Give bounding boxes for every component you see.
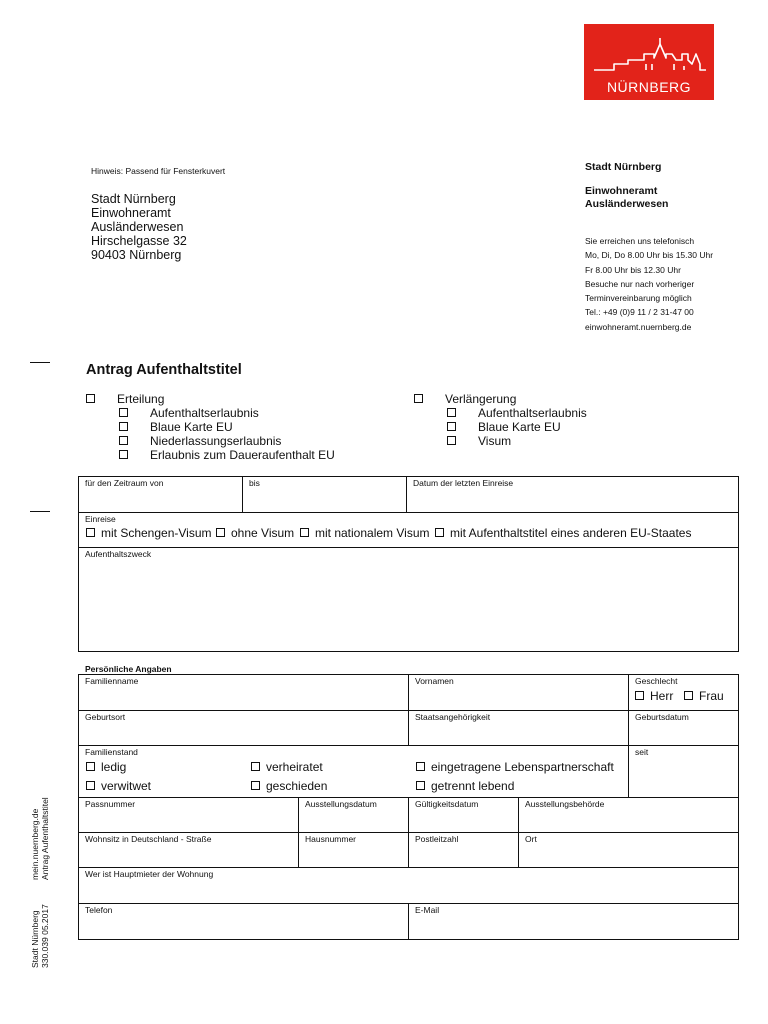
field-label: Vornamen bbox=[415, 676, 454, 686]
option-label: eingetragene Lebenspartnerschaft bbox=[431, 760, 614, 774]
zeitraum-von-field[interactable] bbox=[79, 477, 243, 513]
field-label: Wohnsitz in Deutschland - Straße bbox=[85, 834, 212, 844]
checkbox[interactable] bbox=[251, 762, 260, 771]
checkbox[interactable] bbox=[119, 422, 128, 431]
familienstand-option[interactable] bbox=[416, 779, 514, 793]
recipient-address bbox=[91, 192, 187, 262]
verlaengerung-suboption[interactable] bbox=[447, 406, 587, 420]
field-label: Staatsangehörigkeit bbox=[415, 712, 491, 722]
familienstand-option[interactable] bbox=[416, 760, 614, 774]
option-label: Niederlassungserlaubnis bbox=[150, 434, 282, 448]
familienstand-field bbox=[79, 746, 629, 798]
checkbox[interactable] bbox=[251, 781, 260, 790]
vornamen-field[interactable] bbox=[409, 675, 629, 711]
city-logo bbox=[584, 24, 714, 100]
contact-line: einwohneramt.nuernberg.de bbox=[585, 321, 692, 332]
recipient-line: Ausländerwesen bbox=[91, 220, 184, 234]
contact-line: Besuche nur nach vorheriger bbox=[585, 278, 695, 289]
erteilung-checkbox[interactable] bbox=[86, 394, 95, 403]
geburtsdatum-field[interactable] bbox=[629, 711, 738, 746]
verlaengerung-option[interactable] bbox=[414, 392, 516, 406]
option-label: Blaue Karte EU bbox=[478, 420, 561, 434]
checkbox[interactable] bbox=[86, 781, 95, 790]
postleitzahl-field[interactable] bbox=[409, 833, 519, 868]
einreise-field bbox=[79, 513, 738, 548]
checkbox[interactable] bbox=[416, 781, 425, 790]
option-label: verwitwet bbox=[101, 779, 152, 793]
aufenthaltszweck-field[interactable] bbox=[79, 548, 738, 651]
checkbox[interactable] bbox=[447, 422, 456, 431]
field-label: Datum der letzten Einreise bbox=[413, 478, 514, 488]
field-label: Geburtsort bbox=[85, 712, 126, 722]
side-line: mein.nuernberg.de bbox=[30, 808, 40, 880]
contact-line: Terminvereinbarung möglich bbox=[585, 293, 692, 304]
option-label: Aufenthaltserlaubnis bbox=[478, 406, 587, 420]
field-label: Passnummer bbox=[85, 799, 136, 809]
contact-line: Mo, Di, Do 8.00 Uhr bis 15.30 Uhr bbox=[585, 250, 714, 261]
logo-wordmark: NÜRNBERG bbox=[606, 79, 692, 95]
field-label: seit bbox=[635, 747, 649, 757]
gender-herr[interactable] bbox=[635, 689, 673, 703]
window-envelope-hint: Hinweis: Passend für Fensterkuvert bbox=[91, 166, 226, 176]
ausstellungsdatum-field[interactable] bbox=[299, 798, 409, 833]
fold-mark bbox=[30, 362, 50, 363]
field-label: Wer ist Hauptmieter der Wohnung bbox=[85, 869, 214, 879]
section-heading: Persönliche Angaben bbox=[85, 664, 172, 674]
recipient-line: Hirschelgasse 32 bbox=[91, 234, 187, 248]
verlaengerung-suboption[interactable] bbox=[447, 434, 511, 448]
sender-dept-line: Einwohneramt bbox=[585, 185, 658, 197]
option-label: mit Schengen-Visum bbox=[101, 526, 212, 540]
option-label: Aufenthaltserlaubnis bbox=[150, 406, 259, 420]
wohnsitz-strasse-field[interactable] bbox=[79, 833, 299, 868]
erteilung-suboption[interactable] bbox=[119, 448, 335, 462]
field-label: Ort bbox=[525, 834, 537, 844]
gueltigkeitsdatum-field[interactable] bbox=[409, 798, 519, 833]
familienstand-option[interactable] bbox=[251, 760, 323, 774]
recipient-line: Stadt Nürnberg bbox=[91, 192, 176, 206]
erteilung-suboption[interactable] bbox=[119, 434, 281, 448]
field-label: Familienname bbox=[85, 676, 139, 686]
letzte-einreise-field[interactable] bbox=[407, 477, 738, 513]
option-label: geschieden bbox=[266, 779, 328, 793]
einreise-option[interactable] bbox=[86, 526, 212, 540]
einreise-option[interactable] bbox=[300, 526, 430, 540]
checkbox[interactable] bbox=[119, 436, 128, 445]
checkbox[interactable] bbox=[684, 691, 693, 700]
hauptmieter-field[interactable] bbox=[79, 868, 738, 904]
field-label: Aufenthaltszweck bbox=[85, 549, 152, 559]
option-label: verheiratet bbox=[266, 760, 323, 774]
field-label: Postleitzahl bbox=[415, 834, 459, 844]
familienstand-option[interactable] bbox=[251, 779, 327, 793]
field-label: Ausstellungsdatum bbox=[305, 799, 377, 809]
checkbox[interactable] bbox=[86, 528, 95, 537]
geburtsort-field[interactable] bbox=[79, 711, 409, 746]
hausnummer-field[interactable] bbox=[299, 833, 409, 868]
recipient-line: 90403 Nürnberg bbox=[91, 248, 182, 262]
sender-dept bbox=[585, 185, 668, 211]
checkbox[interactable] bbox=[416, 762, 425, 771]
checkbox[interactable] bbox=[435, 528, 444, 537]
side-line: Stadt Nürnberg bbox=[30, 910, 40, 968]
bis-field[interactable] bbox=[243, 477, 407, 513]
telefon-field[interactable] bbox=[79, 904, 409, 939]
checkbox[interactable] bbox=[216, 528, 225, 537]
ort-field[interactable] bbox=[519, 833, 738, 868]
contact-line: Fr 8.00 Uhr bis 12.30 Uhr bbox=[585, 264, 681, 275]
checkbox[interactable] bbox=[447, 408, 456, 417]
einreise-option[interactable] bbox=[216, 526, 294, 540]
field-label: Ausstellungsbehörde bbox=[525, 799, 605, 809]
field-label: Geschlecht bbox=[635, 676, 678, 686]
stay-period-table bbox=[78, 476, 739, 652]
seit-field[interactable] bbox=[629, 746, 738, 798]
erteilung-suboption[interactable] bbox=[119, 406, 259, 420]
checkbox[interactable] bbox=[86, 762, 95, 771]
field-label: Gültigkeitsdatum bbox=[415, 799, 479, 809]
side-line: 330.039 05.2017 bbox=[40, 904, 50, 968]
option-label: mit nationalem Visum bbox=[315, 526, 430, 540]
checkbox[interactable] bbox=[635, 691, 644, 700]
fold-mark bbox=[30, 511, 50, 512]
option-label: getrennt lebend bbox=[431, 779, 515, 793]
einreise-option[interactable] bbox=[435, 526, 691, 540]
checkbox[interactable] bbox=[119, 450, 128, 459]
verlaengerung-suboption[interactable] bbox=[447, 420, 561, 434]
side-note-form-id bbox=[30, 904, 50, 968]
field-label: Geburtsdatum bbox=[635, 712, 689, 722]
passnummer-field[interactable] bbox=[79, 798, 299, 833]
checkbox[interactable] bbox=[119, 408, 128, 417]
contact-line: Tel.: +49 (0)9 11 / 2 31-47 00 bbox=[585, 307, 694, 318]
familienstand-option[interactable] bbox=[86, 760, 126, 774]
recipient-line: Einwohneramt bbox=[91, 206, 171, 220]
field-label: Telefon bbox=[85, 905, 113, 915]
verlaengerung-label: Verlängerung bbox=[445, 392, 517, 406]
side-line: Antrag Aufenthaltstitel bbox=[40, 797, 50, 880]
checkbox[interactable] bbox=[300, 528, 309, 537]
contact-info bbox=[585, 234, 713, 334]
contact-line: Sie erreichen uns telefonisch bbox=[585, 236, 695, 246]
form-title: Antrag Aufenthaltstitel bbox=[86, 362, 242, 378]
familienstand-option[interactable] bbox=[86, 779, 151, 793]
gender-frau[interactable] bbox=[684, 689, 724, 703]
option-label: Frau bbox=[699, 689, 724, 703]
field-label: für den Zeitraum von bbox=[85, 478, 164, 488]
email-field[interactable] bbox=[409, 904, 738, 939]
option-label: Erlaubnis zum Daueraufenthalt EU bbox=[150, 448, 335, 462]
staatsangehoerigkeit-field[interactable] bbox=[409, 711, 629, 746]
personal-data-table bbox=[78, 674, 739, 940]
geschlecht-field bbox=[629, 675, 738, 711]
side-note-web bbox=[30, 797, 50, 880]
familienname-field[interactable] bbox=[79, 675, 409, 711]
option-label: Blaue Karte EU bbox=[150, 420, 233, 434]
field-label: bis bbox=[249, 478, 260, 488]
option-label: Herr bbox=[650, 689, 674, 703]
option-label: ohne Visum bbox=[231, 526, 295, 540]
option-label: mit Aufenthaltstitel eines anderen EU-Staates bbox=[450, 526, 692, 540]
field-label: Familienstand bbox=[85, 747, 138, 757]
verlaengerung-checkbox[interactable] bbox=[414, 394, 423, 403]
erteilung-suboption[interactable] bbox=[119, 420, 233, 434]
field-label: E-Mail bbox=[415, 905, 440, 915]
checkbox[interactable] bbox=[447, 436, 456, 445]
ausstellungsbehoerde-field[interactable] bbox=[519, 798, 738, 833]
erteilung-label: Erteilung bbox=[117, 392, 165, 406]
field-label: Hausnummer bbox=[305, 834, 357, 844]
sender-dept-line: Ausländerwesen bbox=[585, 198, 669, 210]
erteilung-option[interactable] bbox=[86, 392, 164, 406]
field-label: Einreise bbox=[85, 514, 116, 524]
option-label: ledig bbox=[101, 760, 127, 774]
option-label: Visum bbox=[478, 434, 512, 448]
sender-org: Stadt Nürnberg bbox=[585, 161, 662, 173]
